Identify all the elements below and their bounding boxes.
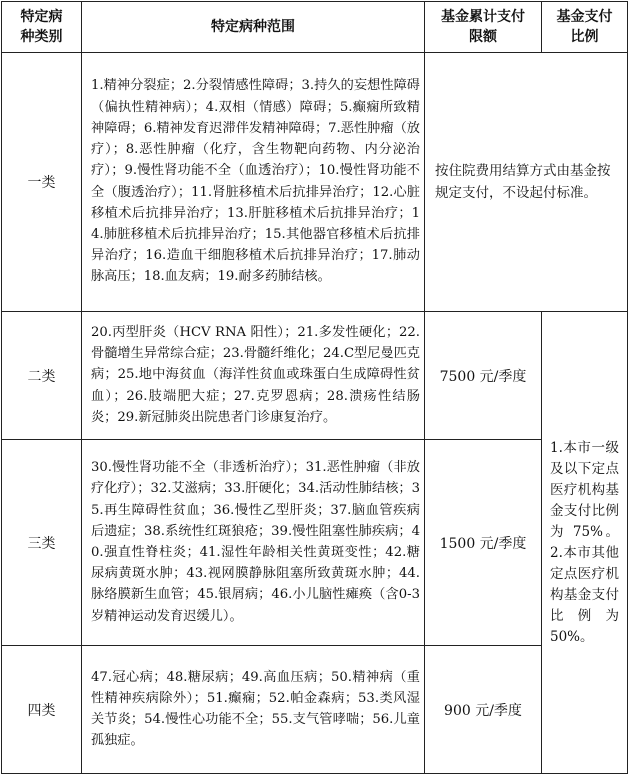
table-row (2, 312, 628, 440)
scope-cell: 20.丙型肝炎（HCV RNA 阳性）；21.多发性硬化；22.骨髓增生异常综合症；23.骨髓纤维化；24.C型尼曼匹克病；25.地中海贫血（海洋性贫血或珠蛋白生成障碍性贫血）；26.肢端肥大症；27.克罗恩病；28.溃疡性结肠炎；29.新冠肺炎出院患者门诊康复治疗。 (82, 312, 425, 440)
category-cell: 一类 (2, 53, 82, 312)
limit-cell: 按住院费用结算方式由基金按规定支付，不设起付标准。 (425, 53, 628, 312)
table-row (2, 440, 628, 646)
limit-cell: 900 元/季度 (425, 646, 542, 774)
category-cell: 四类 (2, 646, 82, 774)
ratio-cell: 1.本市一级及以下定点医疗机构基金支付比例为 75%。2.本市其他定点医疗机构基金支付比例为 50%。 (542, 312, 628, 774)
scope-cell: 30.慢性肾功能不全（非透析治疗）；31.恶性肿瘤（非放疗化疗）；32.艾滋病；33.肝硬化；34.活动性肺结核；35.再生障碍性贫血；36.慢性乙型肝炎；37.脑血管疾病后遗症；38.系统性红斑狼疮；39.慢性阻塞性肺疾病；40.强直性脊柱炎；41.湿性年龄相关性黄斑变性；42.糖尿病黄斑水肿；43.视网膜静脉阻塞所致黄斑水肿；44.脉络膜新生血管；45.银屑病；46.小儿脑性瘫痪（含0-3 岁精神运动发育迟缓儿）。 (82, 440, 425, 646)
limit-cell: 7500 元/季度 (425, 312, 542, 440)
special-disease-table (1, 1, 628, 774)
header-limit: 基金累计支付 限额 (425, 2, 542, 53)
table-row (2, 646, 628, 774)
table-row (2, 53, 628, 312)
limit-cell: 1500 元/季度 (425, 440, 542, 646)
scope-cell: 1.精神分裂症；2.分裂情感性障碍；3.持久的妄想性障碍（偏执性精神病）；4.双相（情感）障碍；5.癫痫所致精神障碍；6.精神发育迟滞伴发精神障碍；7.恶性肿瘤（放疗）；8.恶性肿瘤（化疗，含生物靶向药物、内分泌治疗）；9.慢性肾功能不全（血透治疗）；10.慢性肾功能不全（腹透治疗）；11.肾脏移植术后抗排异治疗；12.心脏移植术后抗排异治疗；13.肝脏移植术后抗排异治疗；14.肺脏移植术后抗排异治疗；15.其他器官移植术后抗排异治疗；16.造血干细胞移植术后抗排异治疗；17.肺动脉高压；18.血友病；19.耐多药肺结核。 (82, 53, 425, 312)
table-header-row (2, 2, 628, 53)
header-category: 特定病 种类别 (2, 2, 82, 53)
scope-cell: 47.冠心病；48.糖尿病；49.高血压病；50.精神病（重性精神疾病除外）；51.癫痫；52.帕金森病；53.类风湿关节炎；54.慢性心功能不全；55.支气管哮喘；56.儿童孤独症。 (82, 646, 425, 774)
header-ratio: 基金支付 比例 (542, 2, 628, 53)
header-scope: 特定病种范围 (82, 2, 425, 53)
category-cell: 三类 (2, 440, 82, 646)
category-cell: 二类 (2, 312, 82, 440)
